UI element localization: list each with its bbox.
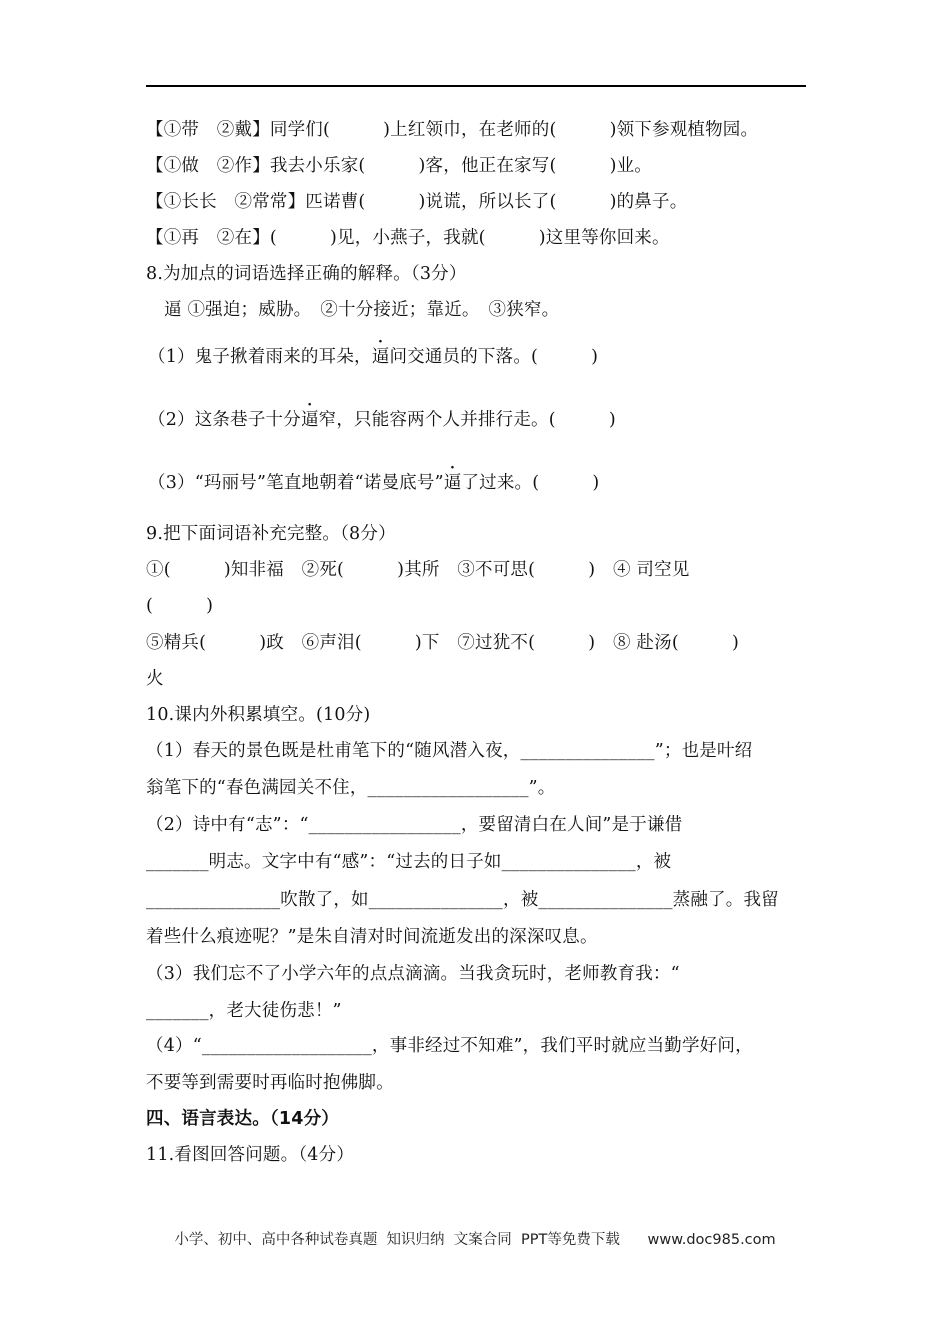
sentence-1-part-c: 问交通员的下落。( ) (389, 347, 599, 367)
choice-line-4: 【①再 ②在】( )见，小燕子，我就( )这里等你回来。 (146, 228, 670, 248)
section-4-heading: 四、语言表达。（14分） (146, 1109, 340, 1129)
question-10-part-4-line-1: （4）“___________________，事非经过不知难”，我们平时就应当勤学好问， (146, 1036, 753, 1056)
choice-line-2: 【①做 ②作】我去小乐家( )客，他正在家写( )业。 (146, 156, 653, 176)
question-10-part-2-line-4: 着些什么痕迹呢？”是朱自清对时间流逝发出的深深叹息。 (146, 927, 598, 947)
question-8-definitions: 逼 ①强迫；威胁。 ②十分接近；靠近。 ③狭窄。 (164, 300, 560, 320)
header-rule (146, 85, 806, 87)
dotted-word: 逼 (371, 347, 390, 367)
question-8-sentence-1 (148, 345, 598, 369)
sentence-3-part-a: （3）“玛丽号”笔直地朝着“诺曼底号” (148, 473, 444, 493)
question-9-row-1-wrap: ( ) (146, 596, 214, 616)
question-11-title: 11.看图回答问题。（4分） (146, 1145, 355, 1165)
question-10-part-4-line-2: 不要等到需要时再临时抱佛脚。 (146, 1073, 394, 1093)
sentence-3-part-c: 了过来。( ) (461, 473, 600, 493)
dotted-word: 逼 (300, 410, 319, 430)
question-8-sentence-2 (148, 408, 616, 432)
question-9-row-1: ①( )知非福 ②死( )其所 ③不可思( ) ④ 司空见 (146, 560, 690, 580)
choice-line-3: 【①长长 ②常常】匹诺曹( )说谎，所以长了( )的鼻子。 (146, 192, 688, 212)
sentence-2-part-c: 窄，只能容两个人并排行走。( ) (318, 410, 616, 430)
sentence-2-part-a: （2）这条巷子十分 (148, 410, 301, 430)
question-10-part-3-line-1: （3）我们忘不了小学六年的点点滴滴。当我贪玩时，老师教育我：“ (146, 964, 680, 984)
question-10-part-2-line-3: _______________吹散了，如_______________，被_______________蒸融了。我留 (146, 890, 779, 910)
question-8-sentence-3 (148, 471, 599, 495)
question-8-title: 8.为加点的词语选择正确的解释。（3分） (146, 264, 467, 284)
question-10-part-2-line-1: （2）诗中有“志”：“_________________，要留清白在人间”是于谦借 (146, 815, 683, 835)
question-10-title: 10.课内外积累填空。(10分) (146, 705, 371, 725)
question-10-part-1-line-2: 翁笔下的“春色满园关不住，__________________”。 (146, 778, 556, 798)
question-10-part-3-line-2: _______，老大徒伤悲！” (146, 1001, 342, 1021)
question-10-part-2-line-2: _______明志。文字中有“感”：“过去的日子如_______________，被 (146, 852, 672, 872)
question-9-row-2: ⑤精兵( )政 ⑥声泪( )下 ⑦过犹不( ) ⑧ 赴汤( ) (146, 633, 739, 653)
choice-line-1: 【①带 ②戴】同学们( )上红领巾，在老师的( )领下参观植物园。 (146, 120, 759, 140)
question-9-row-2-wrap: 火 (146, 669, 164, 689)
dotted-word: 逼 (443, 473, 462, 493)
sentence-1-part-a: （1）鬼子揪着雨来的耳朵， (148, 347, 372, 367)
question-10-part-1-line-1: （1）春天的景色既是杜甫笔下的“随风潜入夜，_______________”；也是叶绍 (146, 741, 753, 761)
page-footer: 小学、初中、高中各种试卷真题 知识归纳 文案合同 PPT等免费下载 www.doc985.com (174, 1232, 776, 1248)
question-9-title: 9.把下面词语补充完整。（8分） (146, 524, 396, 544)
